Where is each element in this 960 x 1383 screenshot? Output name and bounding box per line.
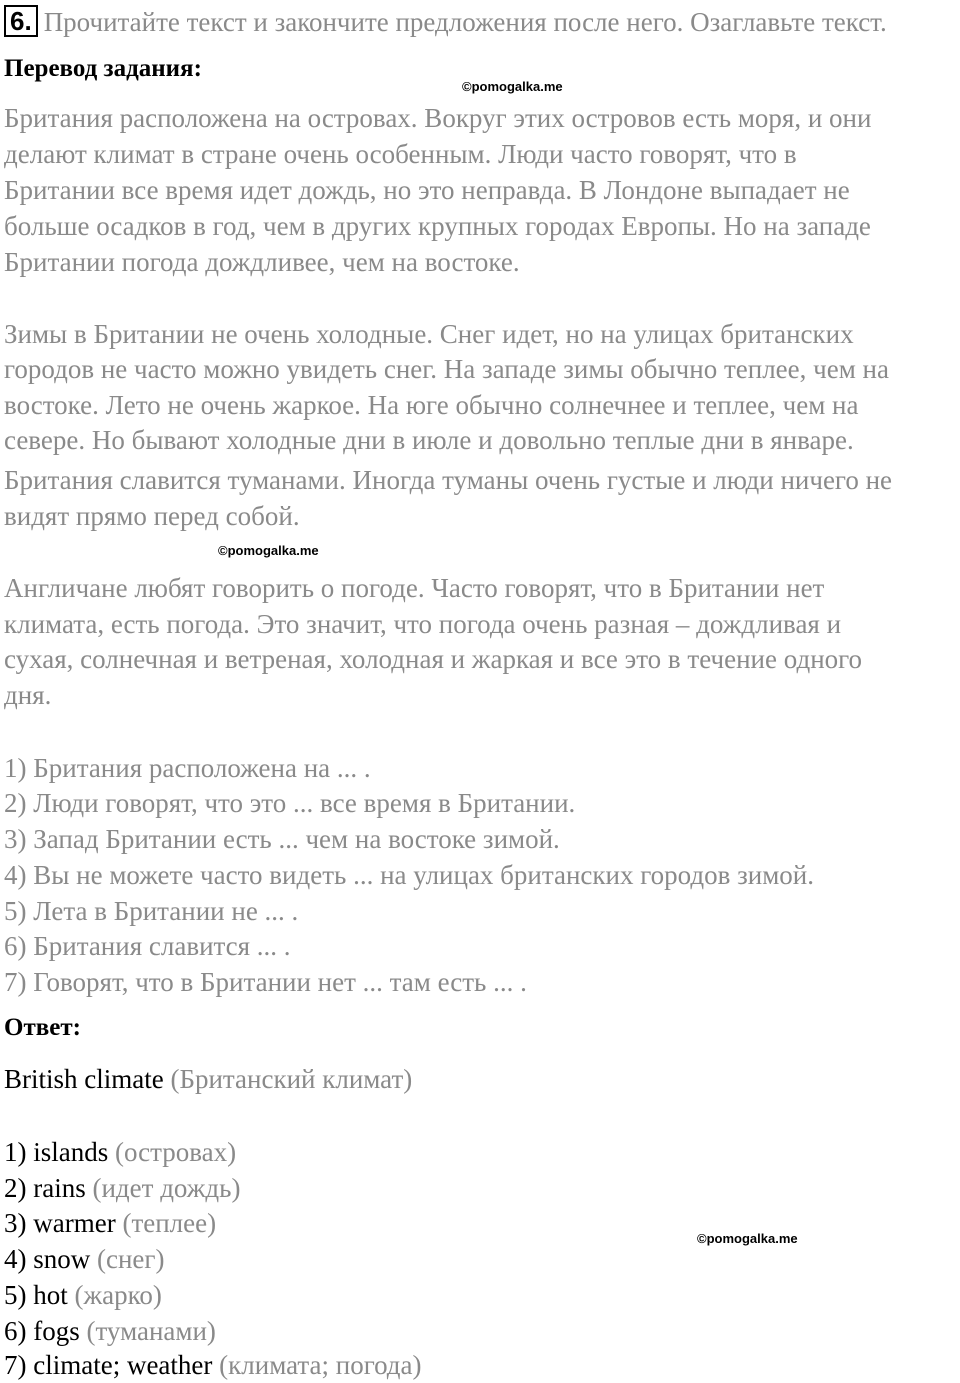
answer-russian: (климата; погода) <box>219 1350 422 1380</box>
text-line: Британии погода дождливее, чем на востоке. <box>4 247 520 277</box>
answer-english: 7) climate; weather <box>4 1350 213 1380</box>
answer-english: 3) warmer <box>4 1208 116 1238</box>
sentence-item: 6) Британия славится ... . <box>4 931 291 961</box>
watermark-3: ©pomogalka.me <box>697 1231 798 1246</box>
text-line: делают климат в стране очень особенным. Люди часто говорят, что в <box>4 139 797 169</box>
text-line: дня. <box>4 680 52 710</box>
title-answer <box>4 1061 412 1097</box>
answer-item <box>4 1277 162 1313</box>
answer-english: 6) fogs <box>4 1316 80 1346</box>
answer-item <box>4 1134 236 1170</box>
answer-english: 5) hot <box>4 1280 68 1310</box>
text-line: востоке. Лето не очень жаркое. На юге обычно солнечнее и теплее, чем на <box>4 390 859 420</box>
answer-english: 4) snow <box>4 1244 91 1274</box>
text-line: климата, есть погода. Это значит, что погода очень разная – дождливая и <box>4 609 842 639</box>
text-line: Британии все время идет дождь, но это неправда. В Лондоне выпадает не <box>4 175 850 205</box>
answer-russian: (туманами) <box>86 1316 216 1346</box>
answer-item <box>4 1347 422 1383</box>
answer-item <box>4 1241 164 1277</box>
answer-russian: (жарко) <box>74 1280 162 1310</box>
sentence-item: 4) Вы не можете часто видеть ... на улицах британских городов зимой. <box>4 860 814 890</box>
text-line: Зимы в Британии не очень холодные. Снег идет, но на улицах британских <box>4 319 854 349</box>
text-line: Англичане любят говорить о погоде. Часто говорят, что в Британии нет <box>4 573 825 603</box>
answer-english: British climate <box>4 1064 164 1094</box>
text-line: сухая, солнечная и ветреная, холодная и жаркая и все это в течение одного <box>4 644 863 674</box>
watermark-2: ©pomogalka.me <box>218 543 319 558</box>
answer-english: 1) islands <box>4 1137 109 1167</box>
answer-item <box>4 1205 216 1241</box>
text-line: севере. Но бывают холодные дни в июле и довольно теплые дни в январе. <box>4 425 854 455</box>
answer-russian: (Британский климат) <box>170 1064 413 1094</box>
answer-russian: (островах) <box>115 1137 237 1167</box>
text-line: Британия славится туманами. Иногда туманы очень густые и люди ничего не <box>4 465 893 495</box>
text-line: больше осадков в год, чем в других крупных городах Европы. Но на западе <box>4 211 871 241</box>
task-instruction: Прочитайте текст и закончите предложения после него. Озаглавьте текст. <box>43 7 887 37</box>
answer-english: 2) rains <box>4 1173 86 1203</box>
watermark-1: ©pomogalka.me <box>462 79 563 94</box>
answer-russian: (теплее) <box>122 1208 217 1238</box>
answer-item <box>4 1170 240 1206</box>
answer-russian: (снег) <box>97 1244 165 1274</box>
sentence-item: 7) Говорят, что в Британии нет ... там есть ... . <box>4 967 527 997</box>
sentence-item: 5) Лета в Британии не ... . <box>4 896 299 926</box>
answer-russian: (идет дождь) <box>92 1173 241 1203</box>
translation-heading: Перевод задания: <box>4 55 202 82</box>
text-line: Британия расположена на островах. Вокруг этих островов есть моря, и они <box>4 103 872 133</box>
sentence-item: 1) Британия расположена на ... . <box>4 753 371 783</box>
answer-item <box>4 1313 216 1349</box>
text-line: городов не часто можно увидеть снег. На западе зимы обычно теплее, чем на <box>4 354 889 384</box>
task-header <box>4 4 887 40</box>
answer-heading: Ответ: <box>4 1014 81 1041</box>
sentence-item: 3) Запад Британии есть ... чем на востоке зимой. <box>4 824 560 854</box>
text-line: видят прямо перед собой. <box>4 501 300 531</box>
task-number: 6. <box>4 5 38 37</box>
sentence-item: 2) Люди говорят, что это ... все время в Британии. <box>4 788 576 818</box>
